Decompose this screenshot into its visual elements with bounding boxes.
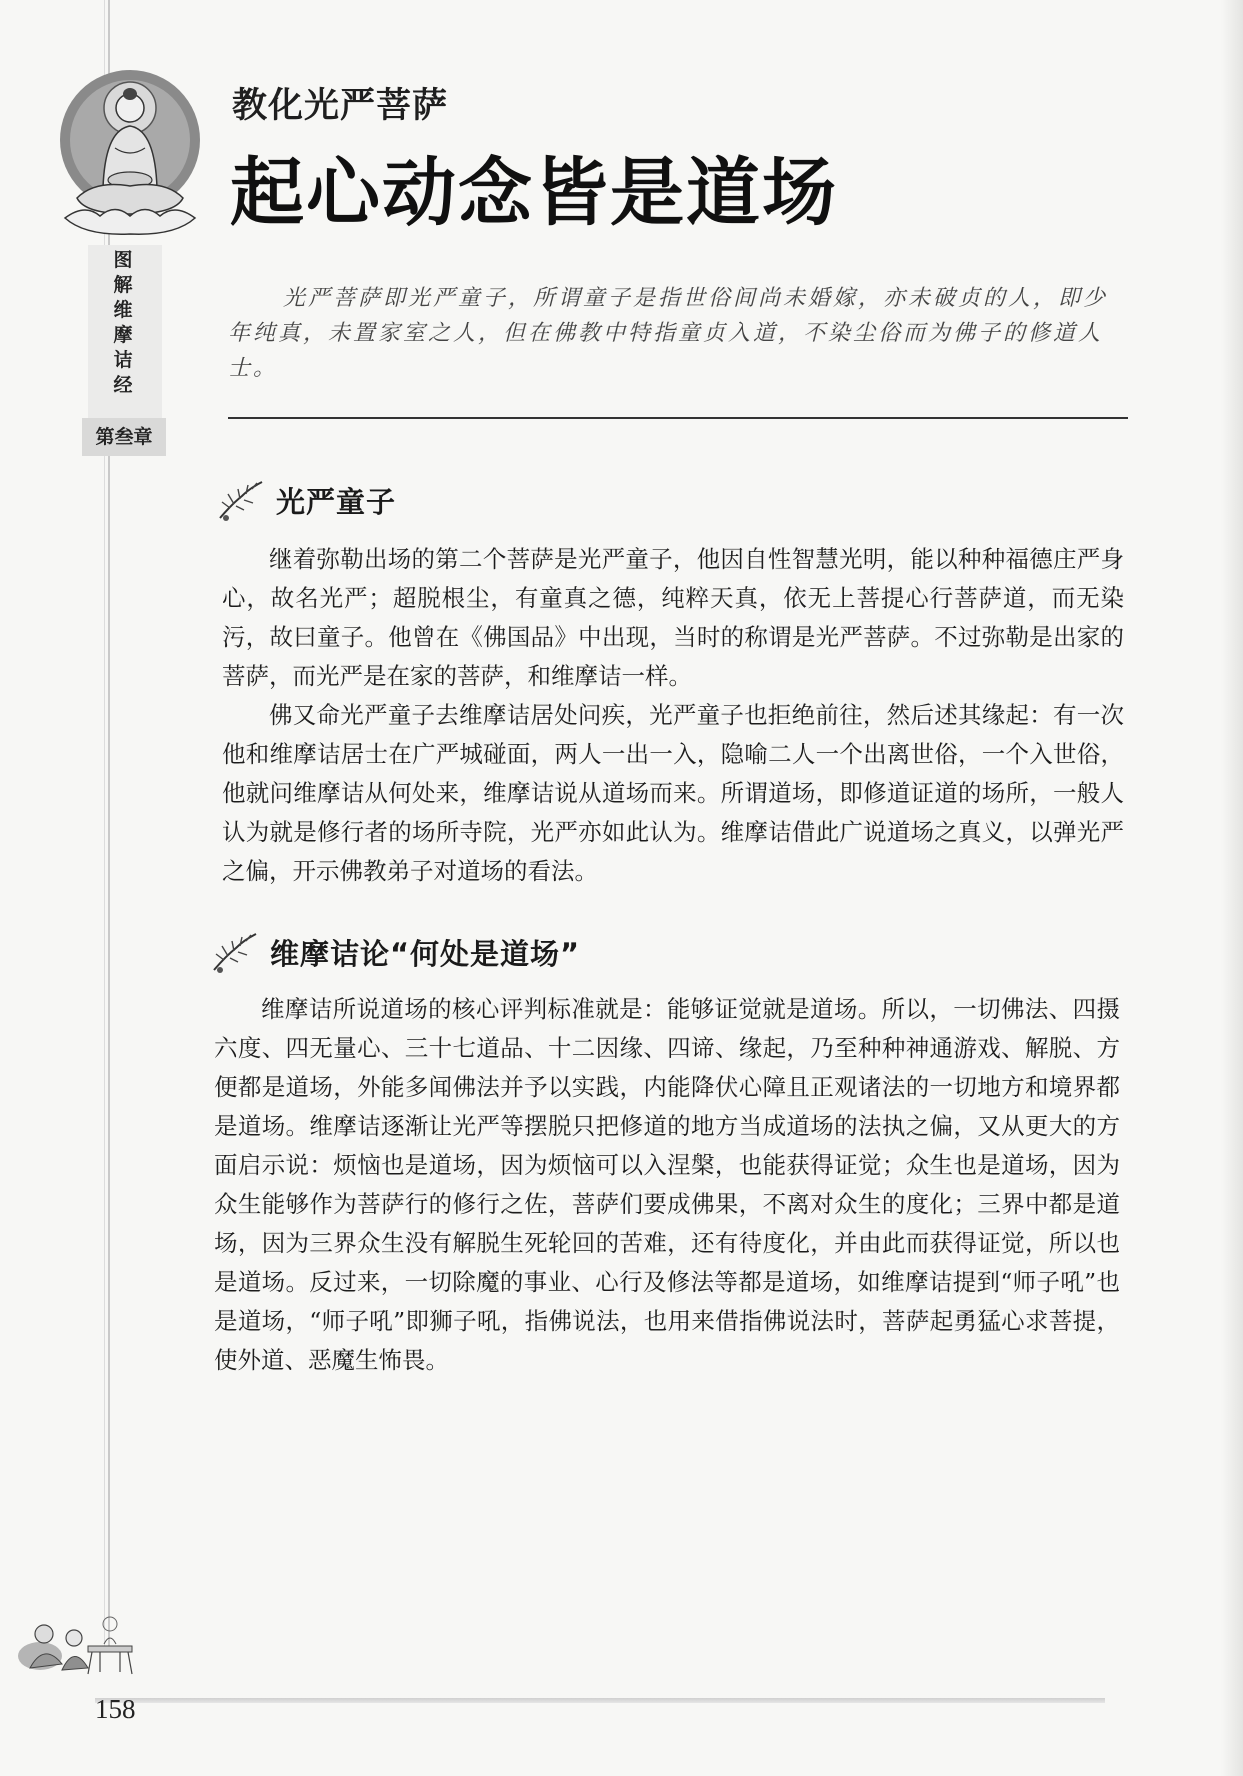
sidebar-title-char: 摩 <box>113 324 133 346</box>
page-kicker: 教化光严菩萨 <box>232 86 449 126</box>
section-heading <box>206 926 580 978</box>
sidebar-title-char: 维 <box>113 299 133 321</box>
chapter-tab: 第叁章 <box>82 418 166 456</box>
body-paragraph: 维摩诘所说道场的核心评判标准就是：能够证觉就是道场。所以，一切佛法、四摄六度、四无量心、三十七道品、十二因缘、四谛、缘起，乃至种种神通游戏、解脱、方便都是道场，外能多闻佛法并予以实践，内能降伏心障且正观诸法的一切地方和境界都是道场。维摩诘逐渐让光严等摆脱只把修道的地方当成道场的法执之偏，又从更大的方面启示说：烦恼也是道场，因为烦恼可以入涅槃，也能获得证觉；众生也是道场，因为众生能够作为菩萨行的修行之佐，菩萨们要成佛果，不离对众生的度化；三界中都是道场，因为三界众生没有解脱生死轮回的苦难，还有待度化，并由此而获得证觉，所以也是道场。反过来，一切除魔的事业、心行及修法等都是道场，如维摩诘提到“师子吼”也是道场，“师子吼”即狮子吼，指佛说法，也用来借指佛说法时，菩萨起勇猛心求菩提，使外道、恶魔生怖畏。 <box>214 995 1120 1374</box>
sidebar-title-char: 解 <box>113 274 133 296</box>
pine-branch-icon <box>212 474 270 526</box>
section-heading <box>212 474 396 526</box>
sidebar-title-char: 经 <box>113 374 133 396</box>
sidebar-title-char: 图 <box>113 249 133 271</box>
page-number: 158 <box>95 1694 136 1724</box>
section-title: 维摩诘论“何处是道场” <box>270 936 581 971</box>
sidebar-book-title <box>108 248 138 398</box>
section-title: 光严童子 <box>276 484 397 519</box>
section-body <box>214 990 1120 1380</box>
footer-rule <box>95 1698 1105 1703</box>
body-paragraph: 继着弥勒出场的第二个菩萨是光严童子，他因自性智慧光明，能以种种福德庄严身心，故名光严；超脱根尘，有童真之德，纯粹天真，依无上菩提心行菩萨道，而无染污，故曰童子。他曾在《佛国品》中出现，当时的称谓是光严菩萨。不过弥勒是出家的菩萨，而光严是在家的菩萨，和维摩诘一样。 <box>222 545 1124 690</box>
intro-paragraph: 光严菩萨即光严童子，所谓童子是指世俗间尚未婚嫁，亦未破贞的人，即少年纯真，未置家室之人，但在佛教中特指童贞入道，不染尘俗而为佛子的修道人士。 <box>228 286 1109 381</box>
intro-divider <box>228 417 1128 419</box>
body-paragraph: 佛又命光严童子去维摩诘居处问疾，光严童子也拒绝前往，然后述其缘起：有一次他和维摩诘居士在广严城碰面，两人一出一入，隐喻二人一个出离世俗，一个入世俗，他就问维摩诘从何处来，维摩诘说从道场而来。所谓道场，即修道证道的场所，一般人认为就是修行者的场所寺院，光严亦如此认为。维摩诘借此广说道场之真义，以弹光严之偏，开示佛教弟子对道场的看法。 <box>222 701 1124 885</box>
pine-branch-icon <box>206 926 264 978</box>
section-body <box>222 540 1124 891</box>
buddha-medallion-icon <box>55 58 205 243</box>
page-edge-shadow <box>1221 0 1243 1776</box>
monks-vignette-icon <box>10 1598 145 1680</box>
sidebar-title-char: 诘 <box>113 349 133 371</box>
page-title: 起心动念皆是道场 <box>230 150 838 236</box>
